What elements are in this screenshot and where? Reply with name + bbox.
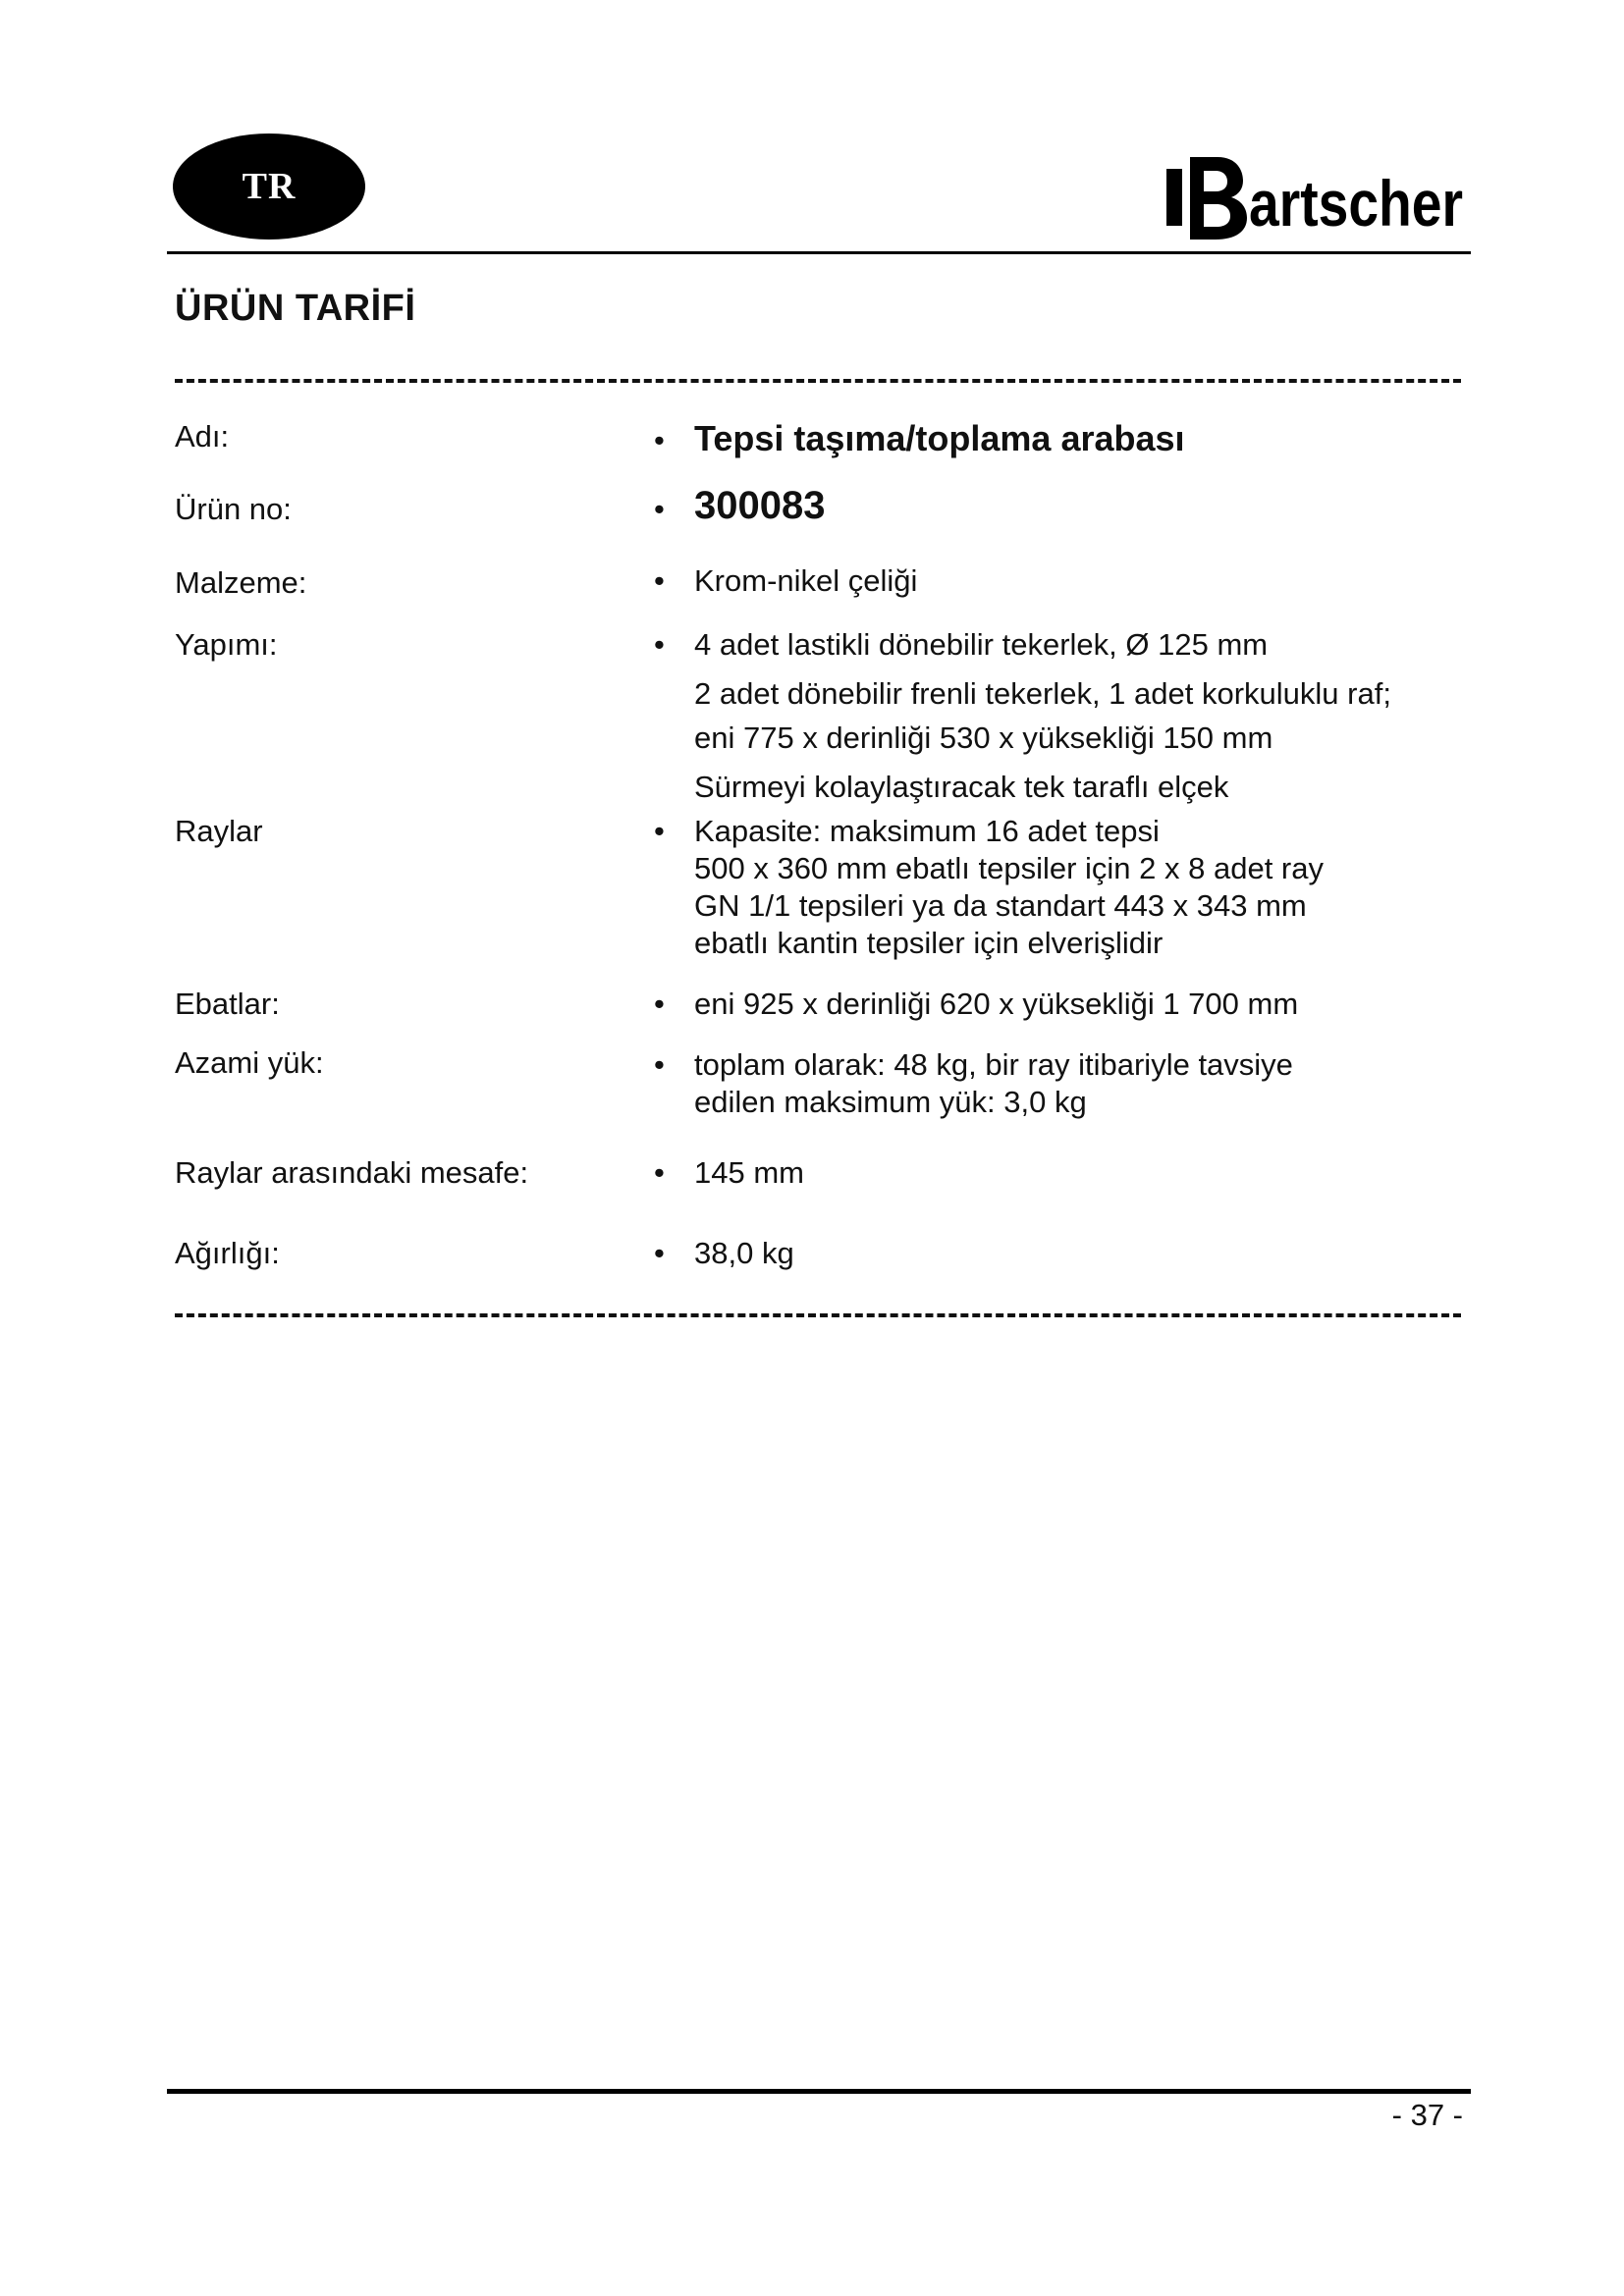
spec-value-line: 500 x 360 mm ebatlı tepsiler için 2 x 8 adet ray [694,851,1324,885]
spec-value [694,562,917,600]
spec-value [694,1235,794,1272]
spec-value-line: ebatlı kantin tepsiler için elverişlidir [694,926,1164,960]
spec-label: Ağırlığı: [175,1236,280,1270]
bullet: • [654,814,665,848]
bullet: • [654,1155,665,1190]
bullet: • [654,492,665,526]
spec-value [694,1154,804,1192]
spec-value-line: toplam olarak: 48 kg, bir ray itibariyle tavsiye [694,1047,1293,1082]
spec-label: Raylar arasındaki mesafe: [175,1155,529,1190]
spec-value-line: eni 775 x derinliği 530 x yüksekliği 150 mm [694,721,1273,755]
page-number: - 37 - [1391,2098,1463,2132]
spec-value-line: Tepsi taşıma/toplama arabası [694,418,1185,458]
bullet: • [654,1047,665,1082]
dashed-separator-bottom [175,1313,1461,1317]
bullet: • [654,627,665,662]
spec-label: Raylar [175,814,263,848]
spec-value-line: eni 925 x derinliği 620 x yüksekliği 1 700 mm [694,987,1299,1021]
spec-label: Malzeme: [175,565,307,600]
bullet: • [654,423,665,457]
spec-value-line: edilen maksimum yük: 3,0 kg [694,1085,1087,1119]
spec-value [694,986,1298,1023]
spec-value-line: 145 mm [694,1155,804,1190]
spec-value [694,1046,1293,1121]
language-badge [173,133,365,240]
bullet: • [654,1236,665,1270]
spec-value-line: GN 1/1 tepsileri ya da standart 443 x 343 mm [694,888,1307,923]
bullet: • [654,987,665,1021]
spec-value-line: 2 adet dönebilir frenli tekerlek, 1 adet korkuluklu raf; [694,676,1391,711]
spec-value [694,418,1185,459]
spec-value [694,483,825,528]
spec-value-line: 300083 [694,484,826,527]
spec-label: Azami yük: [175,1045,324,1080]
bartscher-logo [1166,147,1466,240]
spec-label: Yapımı: [175,627,278,662]
section-title: ÜRÜN TARİFİ [175,288,416,329]
spec-value-line: 4 adet lastikli dönebilir tekerlek, Ø 125 mm [694,627,1269,662]
spec-value-line: Sürmeyi kolaylaştıracak tek taraflı elçek [694,770,1229,804]
spec-value-line: Krom-nikel çeliği [694,563,918,598]
spec-value-line: 38,0 kg [694,1236,794,1270]
footer-rule [167,2089,1471,2094]
dashed-separator-top [175,379,1461,383]
spec-value-line: Kapasite: maksimum 16 adet tepsi [694,814,1160,848]
language-badge-label: TR [242,166,297,207]
spec-value [694,813,1324,962]
spec-label: Adı: [175,419,230,454]
bullet: • [654,563,665,598]
header-rule [167,251,1471,254]
spec-label: Ürün no: [175,492,292,526]
logo-wordmark: artscher [1249,167,1463,240]
spec-value [694,626,1391,806]
spec-label: Ebatlar: [175,987,280,1021]
